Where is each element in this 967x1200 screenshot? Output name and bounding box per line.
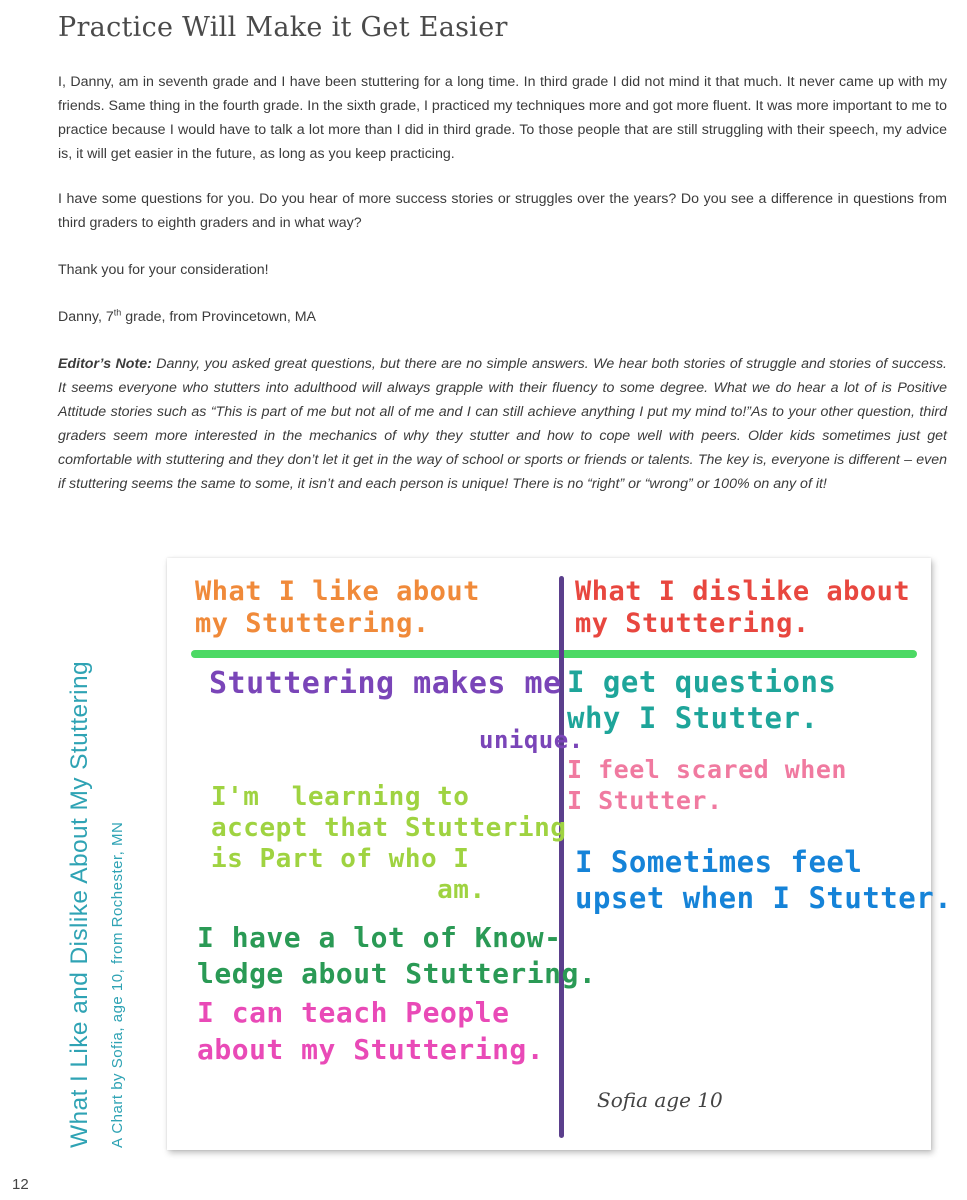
signature-name: Danny, 7	[58, 309, 114, 325]
dislike-item-scared: I feel scared when I Stutter.	[567, 755, 847, 815]
like-heading-line-2: my Stuttering.	[195, 608, 430, 639]
signature-location: grade, from Provincetown, MA	[121, 309, 317, 325]
like-item-accept: I'm learning to accept that Stuttering is Part of who I am.	[211, 782, 567, 905]
like-item-knowledge: I have a lot of Know- ledge about Stuttering.	[197, 921, 597, 990]
like-heading	[195, 576, 480, 640]
dislike-heading-line-1: What I dislike about	[575, 576, 911, 607]
page-title: Practice Will Make it Get Easier	[58, 12, 508, 43]
chart-caption	[58, 560, 130, 1150]
like-item-teach: I can teach People about my Stuttering.	[197, 996, 545, 1066]
like-item-unique-cont: unique.	[479, 726, 584, 754]
paragraph-danny-questions: I have some questions for you. Do you hear of more success stories or struggles over the years? Do you see a difference in questions from third graders to eighth graders and in what way?	[58, 191, 947, 231]
editors-note	[58, 352, 947, 496]
signature-ordinal: th	[113, 307, 122, 318]
page-number: 12	[12, 1176, 29, 1193]
heading-divider-line	[191, 650, 917, 658]
like-item-unique: Stuttering makes me	[209, 666, 562, 701]
paragraph-thanks: Thank you for your consideration!	[58, 262, 269, 278]
chart-caption-subtitle: A Chart by Sofia, age 10, from Rochester, MN	[109, 821, 126, 1148]
editors-note-label: Editor’s Note:	[58, 356, 152, 372]
dislike-heading	[575, 576, 910, 640]
chart-caption-title: What I Like and Dislike About My Stuttering	[66, 660, 93, 1148]
paragraph-danny-intro: I, Danny, am in seventh grade and I have been stuttering for a long time. In third grade I did not mind it that much. It never came up with my friends. Same thing in the fourth grade. In the sixth grade, I practiced my techniques more and got more fluent. It was more important to me to practice because I would have to talk a lot more than I did in third grade. To those people that are still struggling with their speech, my advice is, it will get easier in the future, as long as you keep practicing.	[58, 74, 947, 162]
dislike-item-upset: I Sometimes feel upset when I Stutter.	[575, 845, 953, 915]
handdrawn-chart-image	[167, 558, 953, 1150]
paragraph-signature	[58, 305, 947, 329]
dislike-item-questions: I get questions why I Stutter.	[567, 665, 837, 735]
editors-note-text: Danny, you asked great questions, but there are no simple answers. We hear both stories of struggle and stories of success. It seems everyone who stutters into adulthood will always grapple with their fluency to some degree. What we do hear a lot of is Positive Attitude stories such as “This is part of me but not all of me and I can still achieve anything I put my mind to!”As to your other question, third graders seem more interested in the mechanics of why they stutter and how to cope well with peers. Older kids sometimes just get comfortable with stuttering and they don’t let it get in the way of school or sports or friends or talents. The key is, everyone is different – even if stuttering seems the same to some, it isn’t and each person is unique! There is no “right” or “wrong” or 100% on any of it!	[58, 356, 947, 492]
artist-signature: Sofia age 10	[597, 1088, 723, 1112]
dislike-heading-line-2: my Stuttering.	[575, 608, 810, 639]
like-heading-line-1: What I like about	[195, 576, 480, 607]
